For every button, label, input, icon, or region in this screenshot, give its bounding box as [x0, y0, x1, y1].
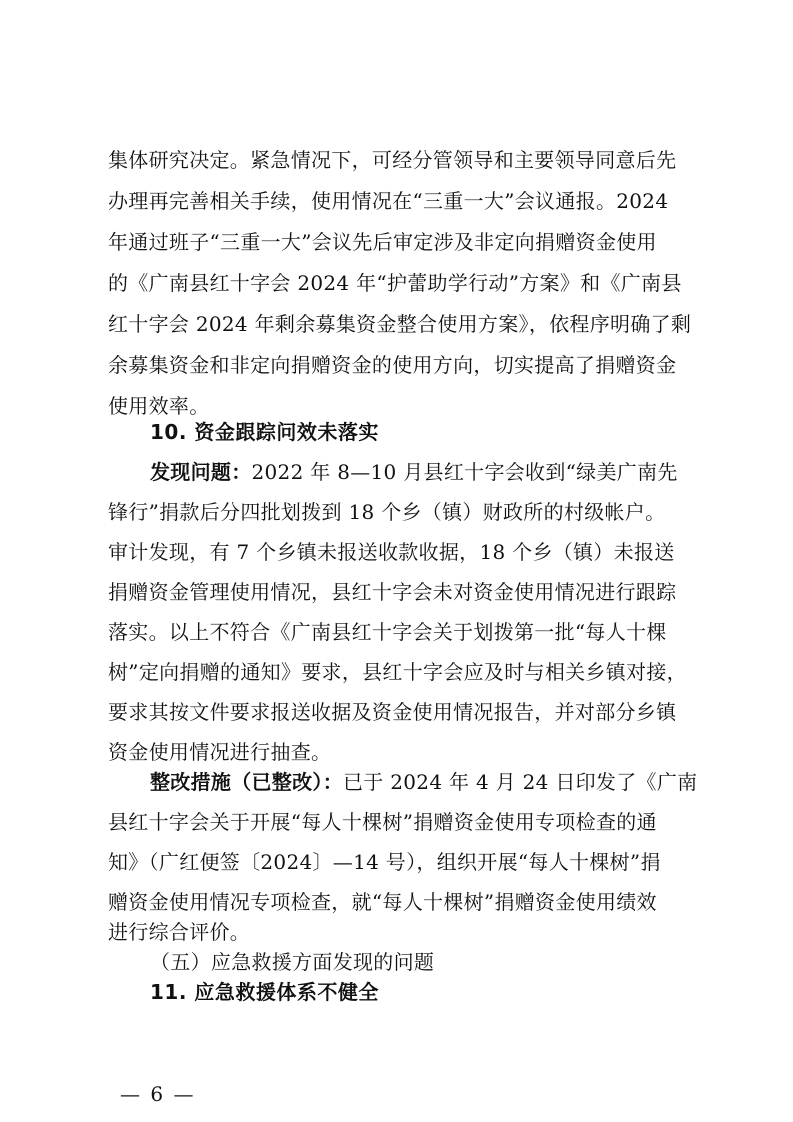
paragraph-line: 余募集资金和非定向捐赠资金的使用方向，切实提高了捐赠资金	[108, 353, 677, 377]
page-number: — 6 —	[120, 1082, 196, 1106]
rectification-text: 已于 2024 年 4 月 24 日印发了《广南	[343, 770, 698, 794]
paragraph-line: 红十字会 2024 年剩余募集资金整合使用方案》，依程序明确了剩	[108, 312, 692, 336]
paragraph-line: 要求其按文件要求报送收据及资金使用情况报告，并对部分乡镇	[108, 700, 677, 724]
paragraph-line: 县红十字会关于开展“每人十棵树”捐赠资金使用专项检查的通	[108, 810, 657, 834]
paragraph-line: 树”定向捐赠的通知》要求，县红十字会应及时与相关乡镇对接，	[108, 660, 687, 684]
paragraph-line: 年通过班子“三重一大”会议先后审定涉及非定向捐赠资金使用	[108, 230, 657, 254]
section-5-heading: （五）应急救援方面发现的问题	[150, 950, 435, 974]
finding-label: 发现问题：	[150, 460, 252, 484]
paragraph-line: 锋行”捐款后分四批划拨到 18 个乡（镇）财政所的村级帐户。	[108, 500, 666, 524]
paragraph-line: 的《广南县红十字会 2024 年“护蕾助学行动”方案》和《广南县	[108, 271, 682, 295]
paragraph-line: 资金使用情况进行抽查。	[108, 740, 332, 764]
paragraph-line: 使用效率。	[108, 394, 210, 418]
paragraph-line: 审计发现，有 7 个乡镇未报送收款收据，18 个乡（镇）未报送	[108, 540, 675, 564]
paragraph-line: 进行综合评价。	[108, 920, 251, 944]
paragraph-line: 集体研究决定。紧急情况下，可经分管领导和主要领导同意后先	[108, 148, 677, 172]
paragraph-line: 办理再完善相关手续，使用情况在“三重一大”会议通报。2024	[108, 189, 669, 213]
item-10-heading: 10. 资金跟踪问效未落实	[150, 420, 379, 444]
rectification-first-line	[150, 768, 698, 796]
finding-first-line	[150, 458, 698, 486]
item-11-heading: 11. 应急救援体系不健全	[150, 980, 379, 1004]
paragraph-line: 捐赠资金管理使用情况，县红十字会未对资金使用情况进行跟踪	[108, 580, 677, 604]
paragraph-line: 赠资金使用情况专项检查，就“每人十棵树”捐赠资金使用绩效	[108, 890, 657, 914]
paragraph-line: 落实。以上不符合《广南县红十字会关于划拨第一批“每人十棵	[108, 620, 667, 644]
paragraph-line: 知》（广红便签〔2024〕—14 号），组织开展“每人十棵树”捐	[108, 850, 661, 874]
rectification-label: 整改措施（已整改）：	[150, 770, 343, 794]
finding-text: 2022 年 8—10 月县红十字会收到“绿美广南先	[251, 460, 678, 484]
